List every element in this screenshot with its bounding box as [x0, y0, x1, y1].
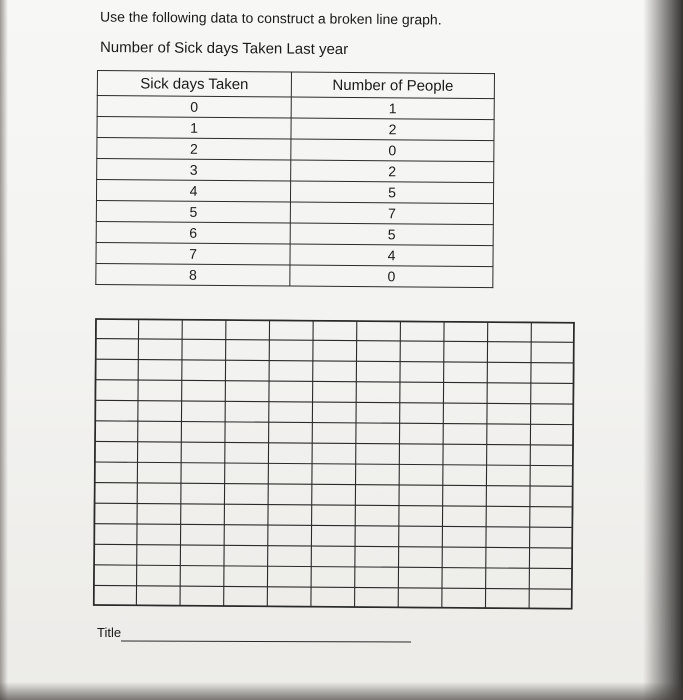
- grid-horizontal-line: [94, 524, 572, 528]
- sick-days-table: [95, 70, 495, 288]
- column-header-sick-days: Sick days Taken: [97, 71, 291, 98]
- sick-days-cell: 6: [96, 221, 290, 244]
- people-count-cell: 1: [291, 97, 494, 120]
- sick-days-cell: 7: [96, 242, 290, 265]
- grid-horizontal-line: [94, 544, 572, 548]
- page-right-shadow: [643, 0, 683, 700]
- grid-horizontal-line: [95, 421, 573, 425]
- people-count-cell: 0: [291, 139, 494, 162]
- grid-horizontal-line: [95, 441, 573, 445]
- grid-horizontal-line: [94, 565, 572, 569]
- table-header-row: [97, 71, 494, 99]
- people-count-cell: 5: [290, 223, 493, 246]
- sick-days-cell: 3: [97, 159, 291, 182]
- page-bottom-shadow: [0, 682, 683, 700]
- sick-days-cell: 2: [97, 138, 291, 161]
- page-left-shadow: [0, 0, 8, 700]
- grid-horizontal-line: [94, 585, 572, 589]
- people-count-cell: 0: [290, 265, 493, 288]
- column-header-number-of-people: Number of People: [291, 72, 494, 99]
- grid-horizontal-line: [95, 503, 573, 507]
- blank-graph-grid: [93, 318, 575, 610]
- people-count-cell: 2: [291, 160, 494, 183]
- sick-days-cell: 0: [97, 96, 291, 119]
- sick-days-cell: 5: [96, 200, 290, 223]
- table-subtitle: Number of Sick days Taken Last year: [99, 38, 349, 59]
- people-count-cell: 2: [291, 118, 494, 141]
- sick-days-cell: 1: [97, 117, 291, 140]
- title-label: Title: [97, 625, 122, 640]
- people-count-cell: 4: [290, 244, 493, 267]
- grid-horizontal-line: [96, 339, 574, 343]
- table-row: [96, 263, 493, 287]
- grid-horizontal-line: [95, 462, 573, 466]
- grid-horizontal-line: [95, 483, 573, 487]
- sick-days-cell: 8: [96, 263, 290, 286]
- grid-horizontal-line: [96, 380, 574, 384]
- people-count-cell: 5: [290, 181, 493, 204]
- sick-days-cell: 4: [96, 180, 290, 203]
- grid-horizontal-line: [96, 359, 574, 363]
- instruction-text: Use the following data to construct a broken line graph.: [99, 8, 442, 28]
- people-count-cell: 7: [290, 202, 493, 225]
- title-blank-line[interactable]: [121, 640, 411, 642]
- grid-horizontal-line: [95, 400, 573, 404]
